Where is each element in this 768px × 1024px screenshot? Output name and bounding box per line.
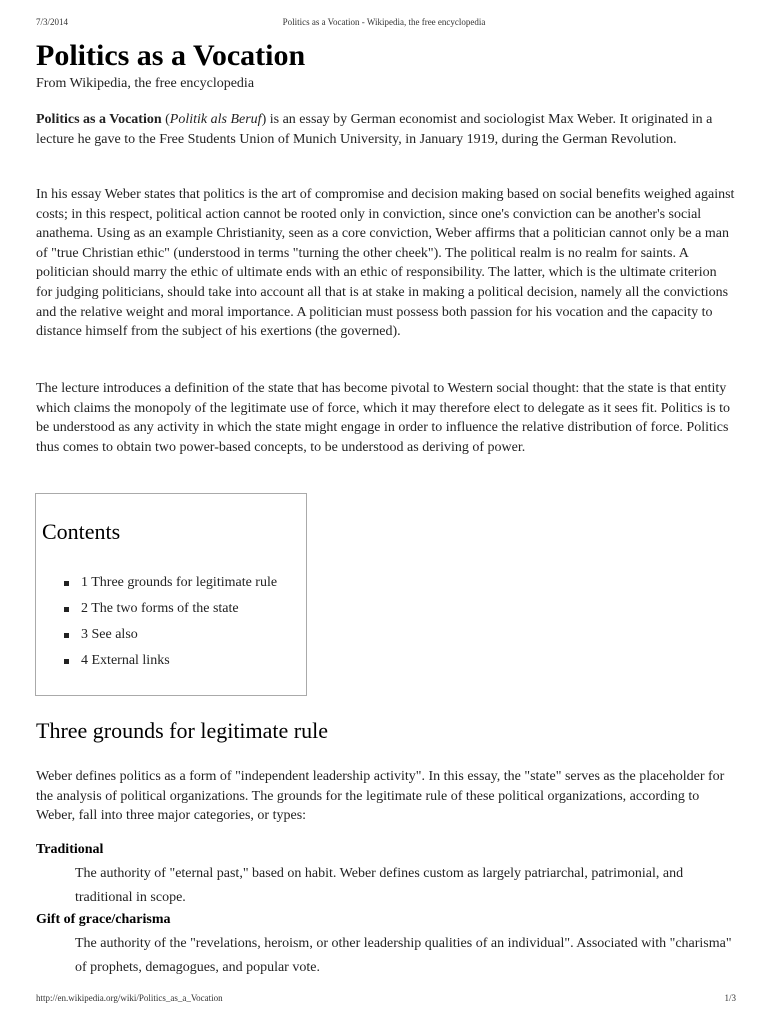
article-title: Politics as a Vocation — [36, 39, 306, 72]
intro-bold-title: Politics as a Vocation — [36, 112, 162, 127]
table-of-contents — [35, 493, 307, 696]
section-heading-three-grounds: Three grounds for legitimate rule — [36, 718, 329, 743]
toc-list — [64, 570, 277, 674]
section-intro-paragraph: Weber defines politics as a form of "independent leadership activity". In this essay, the "state" serves as the placeholder for the analysis of political organizations. The grounds for the legitimate rule of these political organizations, according to Weber, fall into three major categories, or types: — [36, 769, 725, 824]
print-page-title: Politics as a Vocation - Wikipedia, the free encyclopedia — [282, 17, 486, 27]
toc-item-see-also[interactable]: 3 See also — [64, 622, 277, 648]
article-subtitle: From Wikipedia, the free encyclopedia — [36, 76, 255, 91]
toc-item-two-forms[interactable]: 2 The two forms of the state — [64, 596, 277, 622]
intro-open-paren: ( — [161, 112, 170, 127]
definition-traditional: The authority of "eternal past," based on habit. Weber defines custom as largely patriarchal, patrimonial, and traditional in scope. — [75, 866, 684, 905]
definition-charisma: The authority of the "revelations, heroism, or other leadership qualities of an individual". Associated with "charisma" of prophets, demagogues, and popular vote. — [75, 936, 732, 975]
term-charisma: Gift of grace/charisma — [36, 912, 171, 927]
paragraph-state-definition: The lecture introduces a definition of the state that has become pivotal to Western social thought: that the state is that entity which claims the monopoly of the legitimate use of force, which it may therefore elect to delegate as it sees fit. Politics is to be understood as any activity in which the state might engage in order to influence the relative distribution of force. Politics thus comes to obtain two power-based concepts, to be understood as deriving of power. — [36, 381, 730, 455]
term-traditional: Traditional — [36, 842, 104, 857]
intro-paragraph — [36, 110, 736, 149]
paragraph-compromise: In his essay Weber states that politics is the art of compromise and decision making based on social benefits weighed against costs; in this respect, political action cannot be rooted only in conviction, since one's conviction can be another's social anathema. Using as an example Christianity, seen as a core conviction, Weber affirms that a politician cannot only be a man of "true Christian ethic" (understood in terms "turning the other cheek"). The political realm is no realm for saints. A politician should marry the ethic of ultimate ends with an ethic of responsibility. The latter, which is the ultimate criterion for judging politicians, should take into account all that is at stake in making a political decision, namely all the convictions and the relative weight and moral importance. A politician must possess both passion for his vocation and the capacity to distance himself from the subject of his exertions (the governed). — [36, 187, 735, 340]
intro-rest: ) is an essay by German economist and sociologist Max Weber. It originated in a lecture he gave to the Free Students Union of Munich University, in January 1919, during the German Revolution. — [36, 112, 713, 147]
toc-item-three-grounds[interactable]: 1 Three grounds for legitimate rule — [64, 570, 277, 596]
toc-item-external-links[interactable]: 4 External links — [64, 648, 277, 674]
page-number: 1/3 — [724, 993, 736, 1003]
print-date: 7/3/2014 — [36, 17, 69, 27]
print-url: http://en.wikipedia.org/wiki/Politics_as_a_Vocation — [36, 993, 223, 1003]
toc-title: Contents — [42, 519, 121, 544]
intro-german-title: Politik als Beruf — [169, 112, 262, 127]
